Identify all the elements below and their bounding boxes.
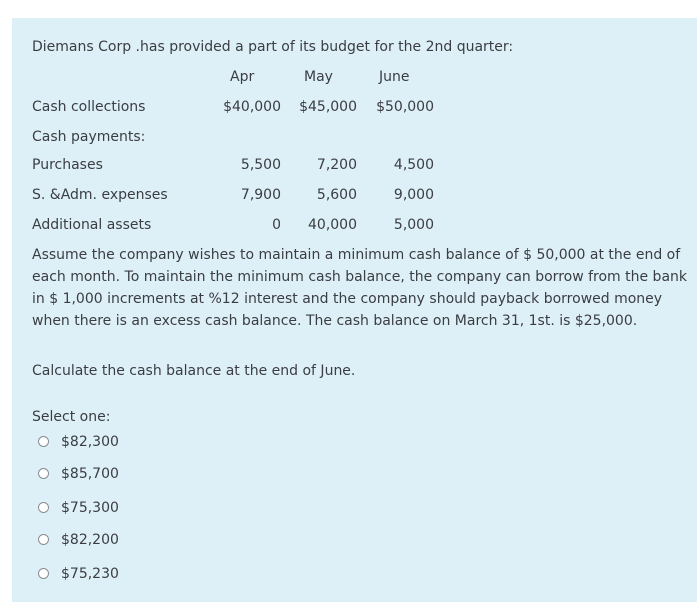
radio-button[interactable]: [38, 502, 49, 513]
answer-option-label[interactable]: $82,200: [61, 532, 119, 548]
radio-button[interactable]: [38, 568, 49, 579]
row-label-cash-payments: Cash payments:: [32, 129, 146, 145]
cell-additional-assets-apr: 0: [272, 217, 281, 233]
radio-button[interactable]: [38, 534, 49, 545]
select-one-label: Select one:: [32, 409, 111, 425]
cell-purchases-may: 7,200: [316, 157, 357, 173]
row-label-cash-collections: Cash collections: [32, 99, 146, 115]
cell-cash-collections-apr: $40,000: [223, 99, 281, 115]
cell-additional-assets-june: 5,000: [393, 217, 434, 233]
question-paragraph: Assume the company wishes to maintain a minimum cash balance of $ 50,000 at the end of each month. To maintain the minimum cash balance, the company can borrow from the bank in $ 1,000 increments at %12 interest and the company should payback borrowed money when there is an excess cash balance. The cash balance on March 31, 1st. is $25,000.: [32, 247, 688, 329]
row-label-purchases: Purchases: [32, 157, 103, 173]
row-label-sadm-expenses: S. &Adm. expenses: [32, 187, 168, 203]
column-header-june: June: [379, 69, 410, 85]
cell-additional-assets-may: 40,000: [308, 217, 357, 233]
cell-sadm-june: 9,000: [393, 187, 434, 203]
cell-cash-collections-may: $45,000: [299, 99, 357, 115]
question-prompt: Calculate the cash balance at the end of June.: [32, 363, 356, 379]
cell-sadm-apr: 7,900: [240, 187, 281, 203]
cell-purchases-apr: 5,500: [240, 157, 281, 173]
radio-button[interactable]: [38, 436, 49, 447]
cell-purchases-june: 4,500: [393, 157, 434, 173]
column-header-may: May: [304, 69, 333, 85]
question-intro: Diemans Corp .has provided a part of its budget for the 2nd quarter:: [32, 39, 514, 55]
radio-button[interactable]: [38, 468, 49, 479]
answer-option-label[interactable]: $85,700: [61, 466, 119, 482]
column-header-apr: Apr: [230, 69, 255, 85]
answer-option-label[interactable]: $82,300: [61, 434, 119, 450]
answer-option-label[interactable]: $75,300: [61, 500, 119, 516]
cell-cash-collections-june: $50,000: [376, 99, 434, 115]
cell-sadm-may: 5,600: [316, 187, 357, 203]
row-label-additional-assets: Additional assets: [32, 217, 152, 233]
answer-option-label[interactable]: $75,230: [61, 566, 119, 582]
